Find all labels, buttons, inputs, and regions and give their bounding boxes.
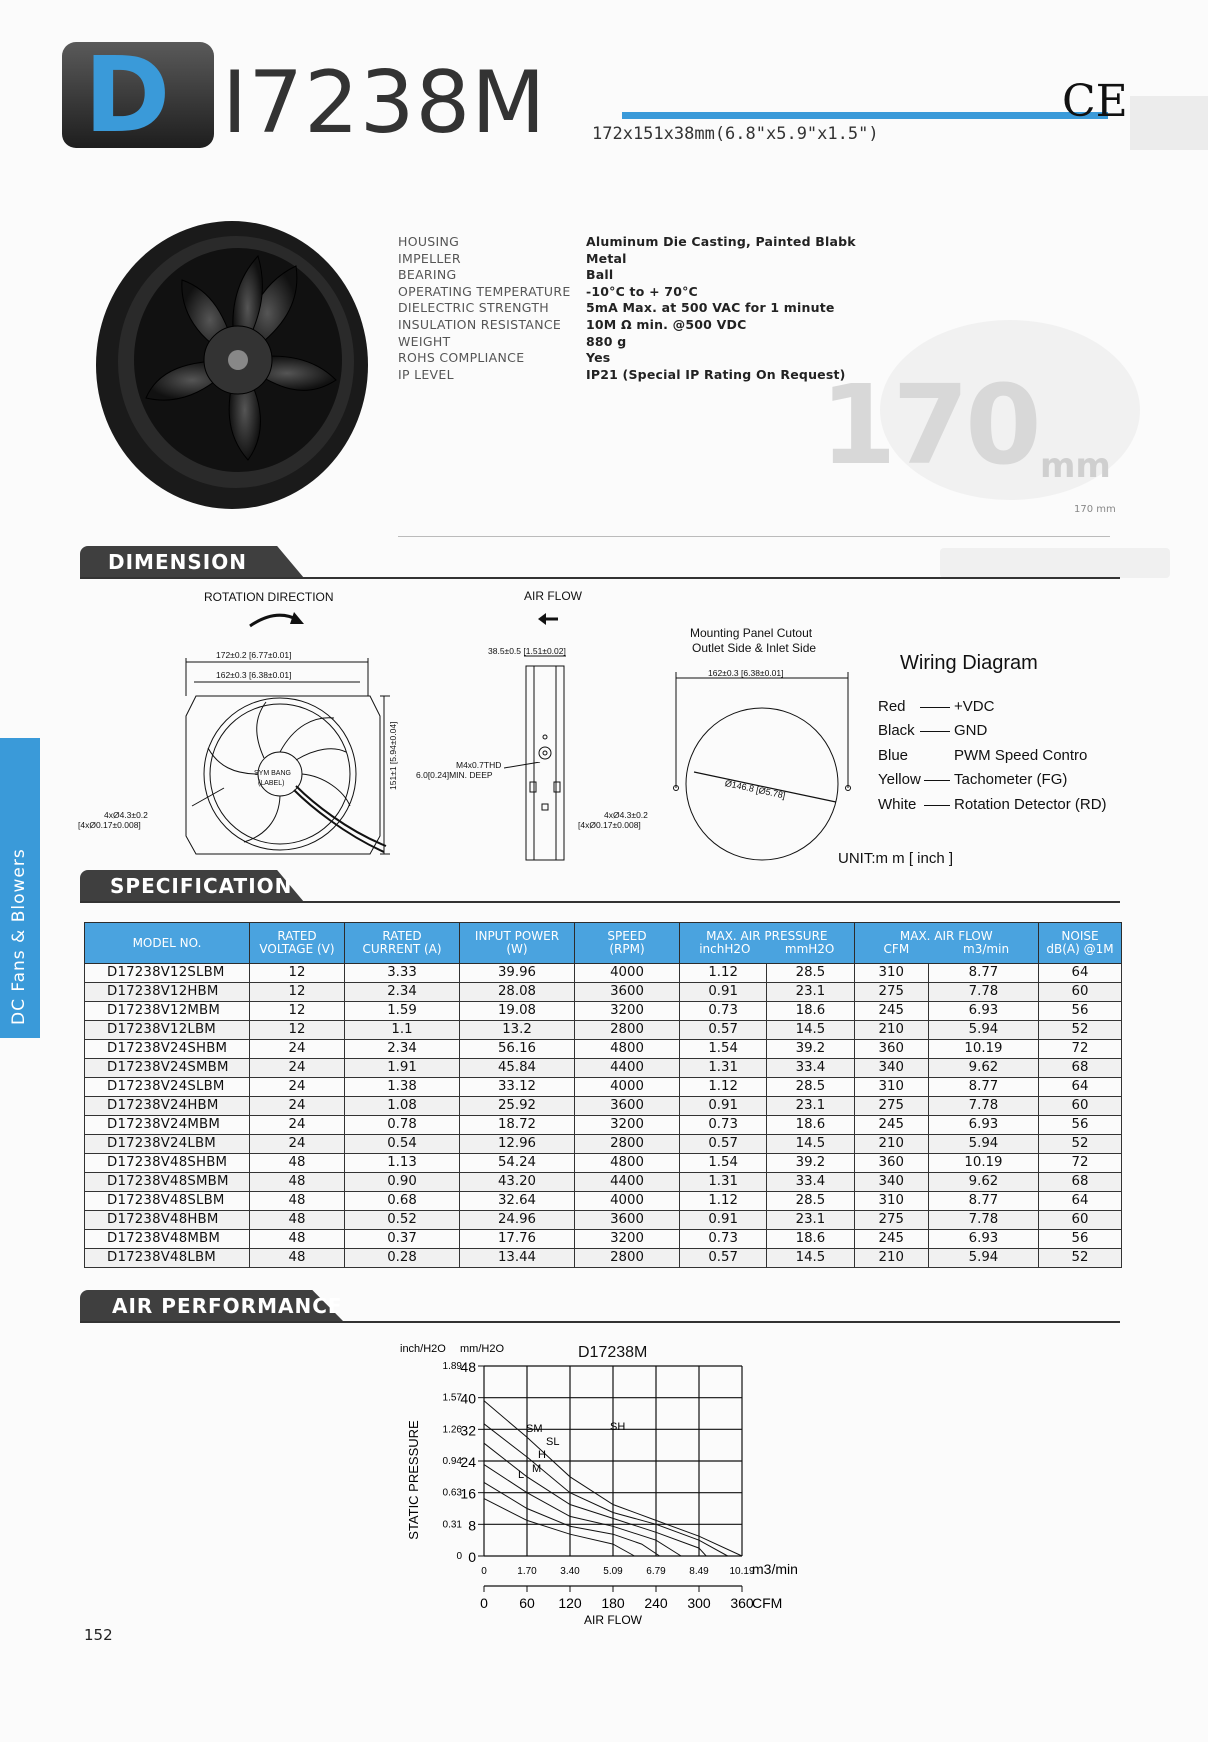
series-line-sm bbox=[484, 1424, 728, 1556]
spec-table bbox=[84, 922, 1122, 1268]
model-cell: D17238V12MBM bbox=[85, 1002, 250, 1021]
value-cell: 45.84 bbox=[460, 1059, 575, 1078]
y-tick-label-inch: 0.63 bbox=[442, 1487, 462, 1499]
col-speed: SPEED (RPM) bbox=[575, 923, 680, 964]
value-cell: 210 bbox=[854, 1135, 928, 1154]
value-cell: 2800 bbox=[575, 1021, 680, 1040]
value-cell: 2800 bbox=[575, 1249, 680, 1268]
value-cell: 23.1 bbox=[767, 1211, 854, 1230]
panel-hole-dim-inch: [4xØ0.17±0.008] bbox=[578, 820, 641, 830]
x-tick-label-cfm: 0 bbox=[480, 1595, 488, 1611]
value-cell: 5.94 bbox=[928, 1135, 1038, 1154]
size-badge-number: 170 bbox=[820, 361, 1038, 489]
value-cell: 6.93 bbox=[928, 1002, 1038, 1021]
value-cell: 48 bbox=[250, 1249, 345, 1268]
table-row bbox=[85, 1211, 1122, 1230]
dim-depth: 38.5±0.5 [1.51±0.02] bbox=[488, 646, 566, 656]
value-cell: 2800 bbox=[575, 1135, 680, 1154]
value-cell: 0.91 bbox=[680, 1097, 767, 1116]
model-cell: D17238V24SMBM bbox=[85, 1059, 250, 1078]
value-cell: 210 bbox=[854, 1249, 928, 1268]
divider bbox=[398, 536, 1110, 537]
value-cell: 9.62 bbox=[928, 1059, 1038, 1078]
model-cell: D17238V48LBM bbox=[85, 1249, 250, 1268]
value-cell: 10.19 bbox=[928, 1040, 1038, 1059]
value-cell: 3200 bbox=[575, 1230, 680, 1249]
size-badge-unit: mm bbox=[1040, 446, 1111, 486]
value-cell: 28.5 bbox=[767, 1078, 854, 1097]
value-cell: 245 bbox=[854, 1230, 928, 1249]
x-tick-label-cmm: 3.40 bbox=[560, 1566, 580, 1577]
value-cell: 8.77 bbox=[928, 1192, 1038, 1211]
x-tick-label-cmm: 1.70 bbox=[517, 1566, 537, 1577]
value-cell: 1.12 bbox=[680, 964, 767, 983]
table-row bbox=[85, 1040, 1122, 1059]
spec-row: IP LEVEL IP21 (Special IP Rating On Request) bbox=[398, 366, 846, 382]
value-cell: 3600 bbox=[575, 1097, 680, 1116]
value-cell: 5.94 bbox=[928, 1021, 1038, 1040]
value-cell: 340 bbox=[854, 1059, 928, 1078]
value-cell: 1.91 bbox=[345, 1059, 460, 1078]
value-cell: 1.13 bbox=[345, 1154, 460, 1173]
value-cell: 56 bbox=[1039, 1002, 1122, 1021]
size-badge-small: 170 mm bbox=[1074, 504, 1116, 515]
spec-row: HOUSING Aluminum Die Casting, Painted Blabk bbox=[398, 234, 856, 249]
page-number: 152 bbox=[84, 1626, 113, 1644]
dim-height-151: 151±1 [5.94±0.04] bbox=[388, 721, 398, 790]
model-cell: D17238V24SLBM bbox=[85, 1078, 250, 1097]
model-cell: D17238V48SMBM bbox=[85, 1173, 250, 1192]
value-cell: 54.24 bbox=[460, 1154, 575, 1173]
spec-row: WEIGHT 880 g bbox=[398, 333, 627, 349]
x-tick-label-cfm: 180 bbox=[601, 1595, 625, 1611]
series-line-sl bbox=[484, 1443, 706, 1556]
panel-cutout-label: Mounting Panel Cutout bbox=[690, 626, 813, 640]
mount-hole-dim-inch: [4xØ0.17±0.008] bbox=[78, 820, 141, 830]
series-label-m: M bbox=[532, 1463, 542, 1475]
front-view-drawing bbox=[184, 656, 414, 866]
value-cell: 48 bbox=[250, 1230, 345, 1249]
x-unit-cfm: CFM bbox=[752, 1595, 783, 1611]
col-flow: MAX. AIR FLOW CFM m3/min bbox=[854, 923, 1038, 964]
value-cell: 24 bbox=[250, 1097, 345, 1116]
value-cell: 4800 bbox=[575, 1154, 680, 1173]
spec-row: INSULATION RESISTANCE 10M Ω min. @500 VDC bbox=[398, 316, 747, 332]
thread-spec: M4x0.7THD bbox=[456, 760, 502, 770]
model-cell: D17238V24HBM bbox=[85, 1097, 250, 1116]
air-performance-chart bbox=[390, 1340, 830, 1630]
model-cell: D17238V12SLBM bbox=[85, 964, 250, 983]
wire-row-white: White Rotation Detector (RD) bbox=[878, 796, 1107, 813]
fan-photo bbox=[96, 220, 372, 510]
value-cell: 14.5 bbox=[767, 1135, 854, 1154]
value-cell: 5.94 bbox=[928, 1249, 1038, 1268]
value-cell: 32.64 bbox=[460, 1192, 575, 1211]
col-power: INPUT POWER (W) bbox=[460, 923, 575, 964]
unit-label: UNIT:m m [ inch ] bbox=[838, 850, 954, 867]
dim-width-172: 172±0.2 [6.77±0.01] bbox=[216, 650, 292, 660]
value-cell: 68 bbox=[1039, 1059, 1122, 1078]
value-cell: 18.72 bbox=[460, 1116, 575, 1135]
col-voltage: RATED VOLTAGE (V) bbox=[250, 923, 345, 964]
rotation-arrow-icon bbox=[246, 606, 306, 630]
value-cell: 18.6 bbox=[767, 1116, 854, 1135]
x-tick-label-cmm: 5.09 bbox=[603, 1566, 623, 1577]
value-cell: 28.5 bbox=[767, 1192, 854, 1211]
value-cell: 18.6 bbox=[767, 1002, 854, 1021]
series-label-sh: SH bbox=[610, 1421, 626, 1433]
model-cell: D17238V12HBM bbox=[85, 983, 250, 1002]
title-accent-line bbox=[622, 112, 1108, 119]
table-row bbox=[85, 1059, 1122, 1078]
series-line-l bbox=[484, 1499, 635, 1556]
value-cell: 1.08 bbox=[345, 1097, 460, 1116]
value-cell: 1.12 bbox=[680, 1078, 767, 1097]
spec-list bbox=[398, 234, 856, 383]
value-cell: 1.38 bbox=[345, 1078, 460, 1097]
value-cell: 60 bbox=[1039, 1211, 1122, 1230]
value-cell: 39.2 bbox=[767, 1040, 854, 1059]
value-cell: 60 bbox=[1039, 983, 1122, 1002]
value-cell: 245 bbox=[854, 1002, 928, 1021]
x-tick-label-cfm: 360 bbox=[730, 1595, 754, 1611]
value-cell: 310 bbox=[854, 1192, 928, 1211]
table-row bbox=[85, 1230, 1122, 1249]
x-unit-cmm: m3/min bbox=[752, 1561, 798, 1577]
value-cell: 2.34 bbox=[345, 983, 460, 1002]
y-tick-label-inch: 1.26 bbox=[442, 1424, 462, 1436]
y-unit-inch: inch/H2O bbox=[400, 1343, 446, 1355]
value-cell: 23.1 bbox=[767, 983, 854, 1002]
value-cell: 1.1 bbox=[345, 1021, 460, 1040]
value-cell: 0.78 bbox=[345, 1116, 460, 1135]
series-label-sl: SL bbox=[546, 1436, 560, 1448]
value-cell: 33.4 bbox=[767, 1059, 854, 1078]
table-row bbox=[85, 1078, 1122, 1097]
value-cell: 12 bbox=[250, 1021, 345, 1040]
table-row bbox=[85, 1116, 1122, 1135]
value-cell: 6.93 bbox=[928, 1230, 1038, 1249]
model-cell: D17238V48SHBM bbox=[85, 1154, 250, 1173]
x-tick-label-cmm: 10.19 bbox=[729, 1566, 755, 1577]
series-line-h bbox=[484, 1465, 681, 1556]
value-cell: 48 bbox=[250, 1154, 345, 1173]
value-cell: 3600 bbox=[575, 983, 680, 1002]
y-tick-label-mm: 8 bbox=[468, 1517, 476, 1534]
section-header-dimension: DIMENSION bbox=[80, 546, 1120, 580]
table-row bbox=[85, 1135, 1122, 1154]
value-cell: 210 bbox=[854, 1021, 928, 1040]
value-cell: 28.5 bbox=[767, 964, 854, 983]
value-cell: 33.4 bbox=[767, 1173, 854, 1192]
brand-logo-d: D bbox=[62, 42, 214, 148]
value-cell: 12 bbox=[250, 983, 345, 1002]
y-tick-label-mm: 32 bbox=[460, 1422, 476, 1439]
value-cell: 23.1 bbox=[767, 1097, 854, 1116]
value-cell: 0.73 bbox=[680, 1230, 767, 1249]
x-tick-label-cfm: 120 bbox=[558, 1595, 582, 1611]
value-cell: 360 bbox=[854, 1154, 928, 1173]
y-tick-label-inch: 0.31 bbox=[442, 1519, 462, 1531]
col-model: MODEL NO. bbox=[85, 923, 250, 964]
value-cell: 64 bbox=[1039, 1078, 1122, 1097]
fan-label-label: (LABEL) bbox=[258, 780, 285, 787]
model-cell: D17238V24LBM bbox=[85, 1135, 250, 1154]
series-label-sm: SM bbox=[526, 1423, 543, 1435]
value-cell: 24 bbox=[250, 1059, 345, 1078]
y-tick-label-mm: 24 bbox=[460, 1454, 476, 1470]
value-cell: 0.57 bbox=[680, 1135, 767, 1154]
table-row bbox=[85, 983, 1122, 1002]
model-cell: D17238V24MBM bbox=[85, 1116, 250, 1135]
x-axis-label: AIR FLOW bbox=[583, 1613, 643, 1627]
value-cell: 0.37 bbox=[345, 1230, 460, 1249]
value-cell: 48 bbox=[250, 1173, 345, 1192]
value-cell: 4000 bbox=[575, 964, 680, 983]
value-cell: 13.44 bbox=[460, 1249, 575, 1268]
value-cell: 14.5 bbox=[767, 1249, 854, 1268]
value-cell: 39.2 bbox=[767, 1154, 854, 1173]
value-cell: 28.08 bbox=[460, 983, 575, 1002]
x-tick-label-cmm: 8.49 bbox=[689, 1566, 709, 1577]
value-cell: 310 bbox=[854, 964, 928, 983]
table-row bbox=[85, 1192, 1122, 1211]
panel-cutout-diameter: Ø146.8 [Ø5.78] bbox=[723, 778, 787, 801]
bleed-through-shape bbox=[1130, 96, 1208, 150]
value-cell: 39.96 bbox=[460, 964, 575, 983]
table-row bbox=[85, 1021, 1122, 1040]
value-cell: 7.78 bbox=[928, 1211, 1038, 1230]
x-tick-label-cfm: 240 bbox=[644, 1595, 668, 1611]
model-cell: D17238V48MBM bbox=[85, 1230, 250, 1249]
value-cell: 64 bbox=[1039, 1192, 1122, 1211]
value-cell: 275 bbox=[854, 1211, 928, 1230]
spec-table-header bbox=[85, 923, 1122, 964]
value-cell: 48 bbox=[250, 1211, 345, 1230]
value-cell: 0.57 bbox=[680, 1021, 767, 1040]
value-cell: 72 bbox=[1039, 1040, 1122, 1059]
table-row bbox=[85, 964, 1122, 983]
value-cell: 24 bbox=[250, 1135, 345, 1154]
series-label-h: H bbox=[538, 1449, 546, 1461]
value-cell: 0.91 bbox=[680, 983, 767, 1002]
value-cell: 24.96 bbox=[460, 1211, 575, 1230]
chart-title: D17238M bbox=[578, 1344, 648, 1361]
value-cell: 7.78 bbox=[928, 1097, 1038, 1116]
value-cell: 12 bbox=[250, 964, 345, 983]
panel-hole-dim: 4xØ4.3±0.2 bbox=[604, 810, 648, 820]
spec-row: DIELECTRIC STRENGTH 5mA Max. at 500 VAC for 1 minute bbox=[398, 300, 835, 316]
model-cell: D17238V12LBM bbox=[85, 1021, 250, 1040]
value-cell: 12 bbox=[250, 1002, 345, 1021]
value-cell: 1.31 bbox=[680, 1059, 767, 1078]
value-cell: 275 bbox=[854, 1097, 928, 1116]
ce-mark: CE bbox=[1062, 76, 1128, 127]
y-tick-label-inch: 1.57 bbox=[442, 1392, 462, 1404]
value-cell: 14.5 bbox=[767, 1021, 854, 1040]
value-cell: 0.73 bbox=[680, 1116, 767, 1135]
value-cell: 0.90 bbox=[345, 1173, 460, 1192]
value-cell: 275 bbox=[854, 983, 928, 1002]
value-cell: 19.08 bbox=[460, 1002, 575, 1021]
thread-leader-line bbox=[504, 762, 544, 774]
air-flow-label: AIR FLOW bbox=[524, 589, 583, 603]
y-tick-label-mm: 40 bbox=[460, 1390, 476, 1407]
fan-label-sym-bang: SYM BANG bbox=[254, 770, 291, 777]
model-title: I7238M bbox=[222, 53, 547, 153]
model-cell: D17238V24SHBM bbox=[85, 1040, 250, 1059]
value-cell: 4400 bbox=[575, 1059, 680, 1078]
value-cell: 56 bbox=[1039, 1116, 1122, 1135]
plot-area bbox=[443, 1359, 798, 1627]
x-tick-label-cfm: 60 bbox=[519, 1595, 535, 1611]
panel-hole-pitch: 162±0.3 [6.38±0.01] bbox=[708, 668, 784, 678]
value-cell: 1.59 bbox=[345, 1002, 460, 1021]
value-cell: 24 bbox=[250, 1116, 345, 1135]
y-tick-label-inch: 1.89 bbox=[442, 1361, 462, 1372]
y-tick-label-inch: 0 bbox=[456, 1551, 462, 1562]
spec-table-body bbox=[85, 964, 1122, 1268]
value-cell: 56 bbox=[1039, 1230, 1122, 1249]
value-cell: 340 bbox=[854, 1173, 928, 1192]
value-cell: 2.34 bbox=[345, 1040, 460, 1059]
value-cell: 52 bbox=[1039, 1249, 1122, 1268]
value-cell: 1.12 bbox=[680, 1192, 767, 1211]
table-row bbox=[85, 1154, 1122, 1173]
value-cell: 12.96 bbox=[460, 1135, 575, 1154]
value-cell: 9.62 bbox=[928, 1173, 1038, 1192]
spec-row: BEARING Ball bbox=[398, 267, 614, 283]
value-cell: 3.33 bbox=[345, 964, 460, 983]
value-cell: 56.16 bbox=[460, 1040, 575, 1059]
value-cell: 6.93 bbox=[928, 1116, 1038, 1135]
col-pressure: MAX. AIR PRESSURE inchH2O mmH2O bbox=[680, 923, 855, 964]
value-cell: 10.19 bbox=[928, 1154, 1038, 1173]
value-cell: 4800 bbox=[575, 1040, 680, 1059]
value-cell: 25.92 bbox=[460, 1097, 575, 1116]
dim-hole-pitch-162: 162±0.3 [6.38±0.01] bbox=[216, 670, 292, 680]
rotation-direction-label: ROTATION DIRECTION bbox=[204, 590, 334, 604]
x-tick-label-cfm: 300 bbox=[687, 1595, 711, 1611]
wire-row-blue: Blue PWM Speed Contro bbox=[878, 747, 1088, 764]
side-category-tab: DC Fans & Blowers bbox=[0, 738, 40, 1038]
value-cell: 0.57 bbox=[680, 1249, 767, 1268]
value-cell: 24 bbox=[250, 1078, 345, 1097]
y-axis-label: STATIC PRESSURE bbox=[406, 1420, 421, 1540]
value-cell: 72 bbox=[1039, 1154, 1122, 1173]
value-cell: 17.76 bbox=[460, 1230, 575, 1249]
value-cell: 310 bbox=[854, 1078, 928, 1097]
y-tick-label-mm: 48 bbox=[460, 1359, 476, 1375]
value-cell: 4000 bbox=[575, 1192, 680, 1211]
dimension-subtitle: 172x151x38mm(6.8"x5.9"x1.5") bbox=[592, 124, 879, 144]
value-cell: 3600 bbox=[575, 1211, 680, 1230]
value-cell: 360 bbox=[854, 1040, 928, 1059]
col-noise: NOISE dB(A) @1M bbox=[1039, 923, 1122, 964]
value-cell: 1.54 bbox=[680, 1040, 767, 1059]
panel-cutout-sides: Outlet Side & Inlet Side bbox=[692, 641, 817, 655]
value-cell: 8.77 bbox=[928, 964, 1038, 983]
section-header-specification: SPECIFICATION bbox=[80, 870, 1120, 904]
value-cell: 0.68 bbox=[345, 1192, 460, 1211]
value-cell: 48 bbox=[250, 1192, 345, 1211]
panel-cutout-drawing bbox=[672, 672, 862, 872]
series-label-l: L bbox=[518, 1469, 525, 1481]
value-cell: 68 bbox=[1039, 1173, 1122, 1192]
value-cell: 4000 bbox=[575, 1078, 680, 1097]
value-cell: 64 bbox=[1039, 964, 1122, 983]
thread-depth: 6.0[0.24]MIN. DEEP bbox=[416, 770, 493, 780]
col-current: RATED CURRENT (A) bbox=[345, 923, 460, 964]
spec-row: OPERATING TEMPERATURE -10°C to + 70°C bbox=[398, 283, 698, 299]
value-cell: 0.28 bbox=[345, 1249, 460, 1268]
section-header-air-performance: AIR PERFORMANCE bbox=[80, 1290, 1120, 1324]
value-cell: 33.12 bbox=[460, 1078, 575, 1097]
mount-hole-dim: 4xØ4.3±0.2 bbox=[104, 810, 148, 820]
model-cell: D17238V48SLBM bbox=[85, 1192, 250, 1211]
value-cell: 4400 bbox=[575, 1173, 680, 1192]
value-cell: 1.31 bbox=[680, 1173, 767, 1192]
y-tick-label-mm: 16 bbox=[460, 1485, 476, 1502]
spec-row: ROHS COMPLIANCE Yes bbox=[398, 350, 611, 366]
value-cell: 52 bbox=[1039, 1021, 1122, 1040]
table-row bbox=[85, 1097, 1122, 1116]
value-cell: 3200 bbox=[575, 1002, 680, 1021]
value-cell: 18.6 bbox=[767, 1230, 854, 1249]
value-cell: 0.54 bbox=[345, 1135, 460, 1154]
x-tick-label-cmm: 6.79 bbox=[646, 1566, 666, 1577]
y-tick-label-inch: 0.94 bbox=[442, 1456, 462, 1467]
wire-row-yellow: Yellow Tachometer (FG) bbox=[878, 771, 1068, 788]
value-cell: 0.52 bbox=[345, 1211, 460, 1230]
value-cell: 1.54 bbox=[680, 1154, 767, 1173]
table-row bbox=[85, 1249, 1122, 1268]
model-cell: D17238V48HBM bbox=[85, 1211, 250, 1230]
value-cell: 0.73 bbox=[680, 1002, 767, 1021]
y-unit-mm: mm/H2O bbox=[460, 1343, 504, 1355]
wire-row-red: Red +VDC bbox=[878, 698, 995, 715]
value-cell: 7.78 bbox=[928, 983, 1038, 1002]
wire-row-black: Black GND bbox=[878, 722, 988, 739]
air-flow-arrow-icon bbox=[536, 612, 560, 626]
side-view-drawing bbox=[520, 652, 570, 864]
table-row bbox=[85, 1002, 1122, 1021]
value-cell: 245 bbox=[854, 1116, 928, 1135]
value-cell: 60 bbox=[1039, 1097, 1122, 1116]
x-tick-label-cmm: 0 bbox=[481, 1566, 487, 1577]
wiring-diagram-title: Wiring Diagram bbox=[900, 652, 1038, 674]
value-cell: 3200 bbox=[575, 1116, 680, 1135]
value-cell: 0.91 bbox=[680, 1211, 767, 1230]
value-cell: 52 bbox=[1039, 1135, 1122, 1154]
spec-row: IMPELLER Metal bbox=[398, 250, 627, 266]
value-cell: 13.2 bbox=[460, 1021, 575, 1040]
value-cell: 8.77 bbox=[928, 1078, 1038, 1097]
table-row bbox=[85, 1173, 1122, 1192]
value-cell: 43.20 bbox=[460, 1173, 575, 1192]
y-tick-label-mm: 0 bbox=[468, 1549, 476, 1565]
value-cell: 24 bbox=[250, 1040, 345, 1059]
